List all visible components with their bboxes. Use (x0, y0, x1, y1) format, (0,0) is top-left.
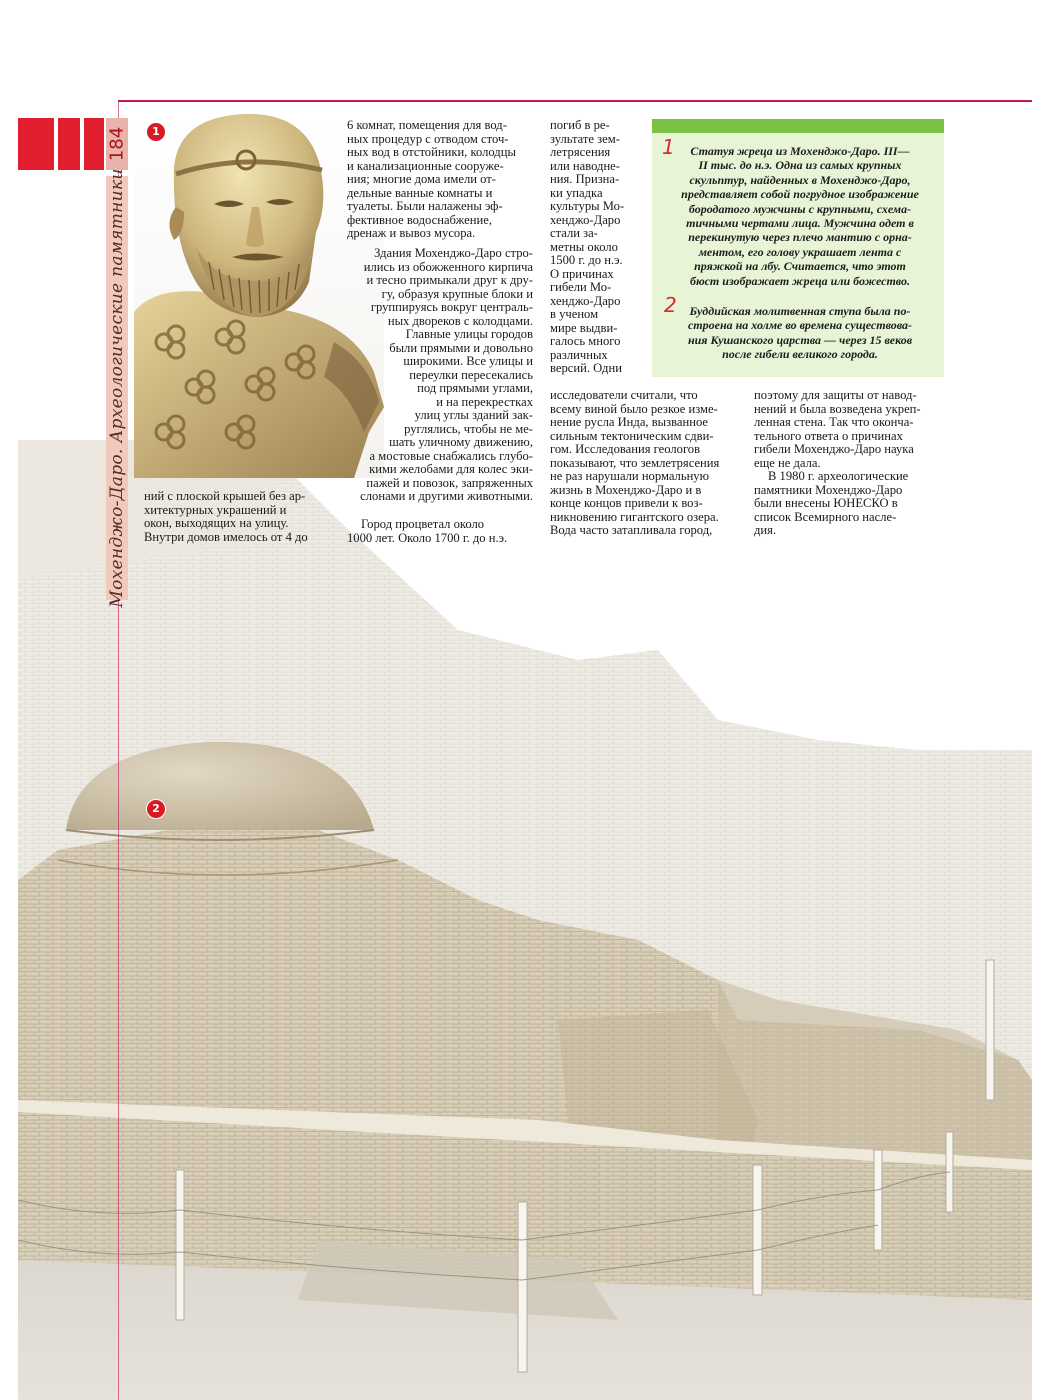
caption-header-bar (652, 119, 944, 133)
article-column-2-bottom: Город процветал около 1000 лет. Около 1700 г. до н.э. (347, 517, 508, 545)
article-column-3-narrow: погиб в ре- зультате зем- летрясения или наводне- ния. Призна- ки упадка культуры Мо- хенджо-Даро стали за- метны около 1500 г. до н.э. О причинах гибели Мо- хенджо-Даро в ученом мире выдви- галось много различных версий. Одни (550, 118, 625, 375)
article-column-3-wide: исследователи считали, что всему виной было резкое изме- нение русла Инда, вызванное сильным тектоническим сдви- гом. Исследования геологов показывают, что землетрясения не раз нарушали нормальную жизнь в Мохенджо-Даро и в конце концов привели к воз- никновению гигантского озера. Вода часто затапливала город, (550, 388, 720, 537)
section-title: Мохенджо-Даро. Археологические памятники (107, 168, 127, 608)
caption-1: 1 Статуя жреца из Мохенджо-Даро. III— II тыс. до н.э. Одна из самых крупных скульптур, найденных в Мохенджо-Даро, представляет собой погрудное изображение бородатого мужчины с крупными, схема- тичными чертами лица. Мужчина одет в перекинутую через плечо мантию с орна- ментом, его голову украшает лента с пряжкой на лбу. Считается, что этот бюст изображает жреца или божество. (662, 135, 919, 288)
caption-1-number: 1 (662, 135, 675, 159)
article-column-1: ний с плоской крышей без ар- хитектурных украшений и окон, выходящих на улицу. Внутри домов имелось от 4 до (144, 489, 308, 544)
figure-2-badge: 2 (146, 799, 166, 819)
article-column-4: поэтому для защиты от навод- нений и была возведена укреп- ленная стена. Так что оконча- тельного ответа о причинах гибели Мохенджо-Даро наука еще не дала. В 1980 г. археологические памятники Мохенджо-Даро были внесены ЮНЕСКО в список Всемирного насле- дия. (754, 388, 921, 537)
figure-1-badge: 1 (146, 122, 166, 142)
header-block (18, 118, 54, 170)
article-column-2-top: 6 комнат, помещения для вод- ных процедур с отводом сточ- ных вод в отстойники, колодцы и канализационные сооруже- ния; многие дома имели от- дельные ванные комнаты и туалеты. Были налажены эф- фективное водоснабжение, дренаж и вывоз мусора. (347, 118, 516, 240)
caption-2-number: 2 (664, 293, 677, 317)
page-number: 184 (106, 118, 128, 170)
article-column-2-wrap: Здания Мохенджо-Даро стро- ились из обожженного кирпича и тесно примыкали друг к дру- гу, образуя крупные блоки и группируясь вокруг централь- ных двореков с колодцами. Главные улицы городов были прямыми и довольно широкими. Все улицы и переулки пересекались под прямыми углами, и на перекрестках улиц углы зданий зак- руглялись, чтобы не ме- шать уличному движению, а мостовые снабжались глубо- кими желобами для колес эки- пажей и повозок, запряженных слонами и другими животными. (360, 246, 533, 503)
top-rule (118, 100, 1032, 102)
stupa-ruins-photo (18, 420, 1032, 1400)
header-block (84, 118, 104, 170)
header-block (58, 118, 80, 170)
caption-2: 2 Буддийская молитвенная ступа была по- строена на холме во времена существова- ния Кушанского царства — через 15 веков после гибели великого города. (664, 293, 913, 362)
